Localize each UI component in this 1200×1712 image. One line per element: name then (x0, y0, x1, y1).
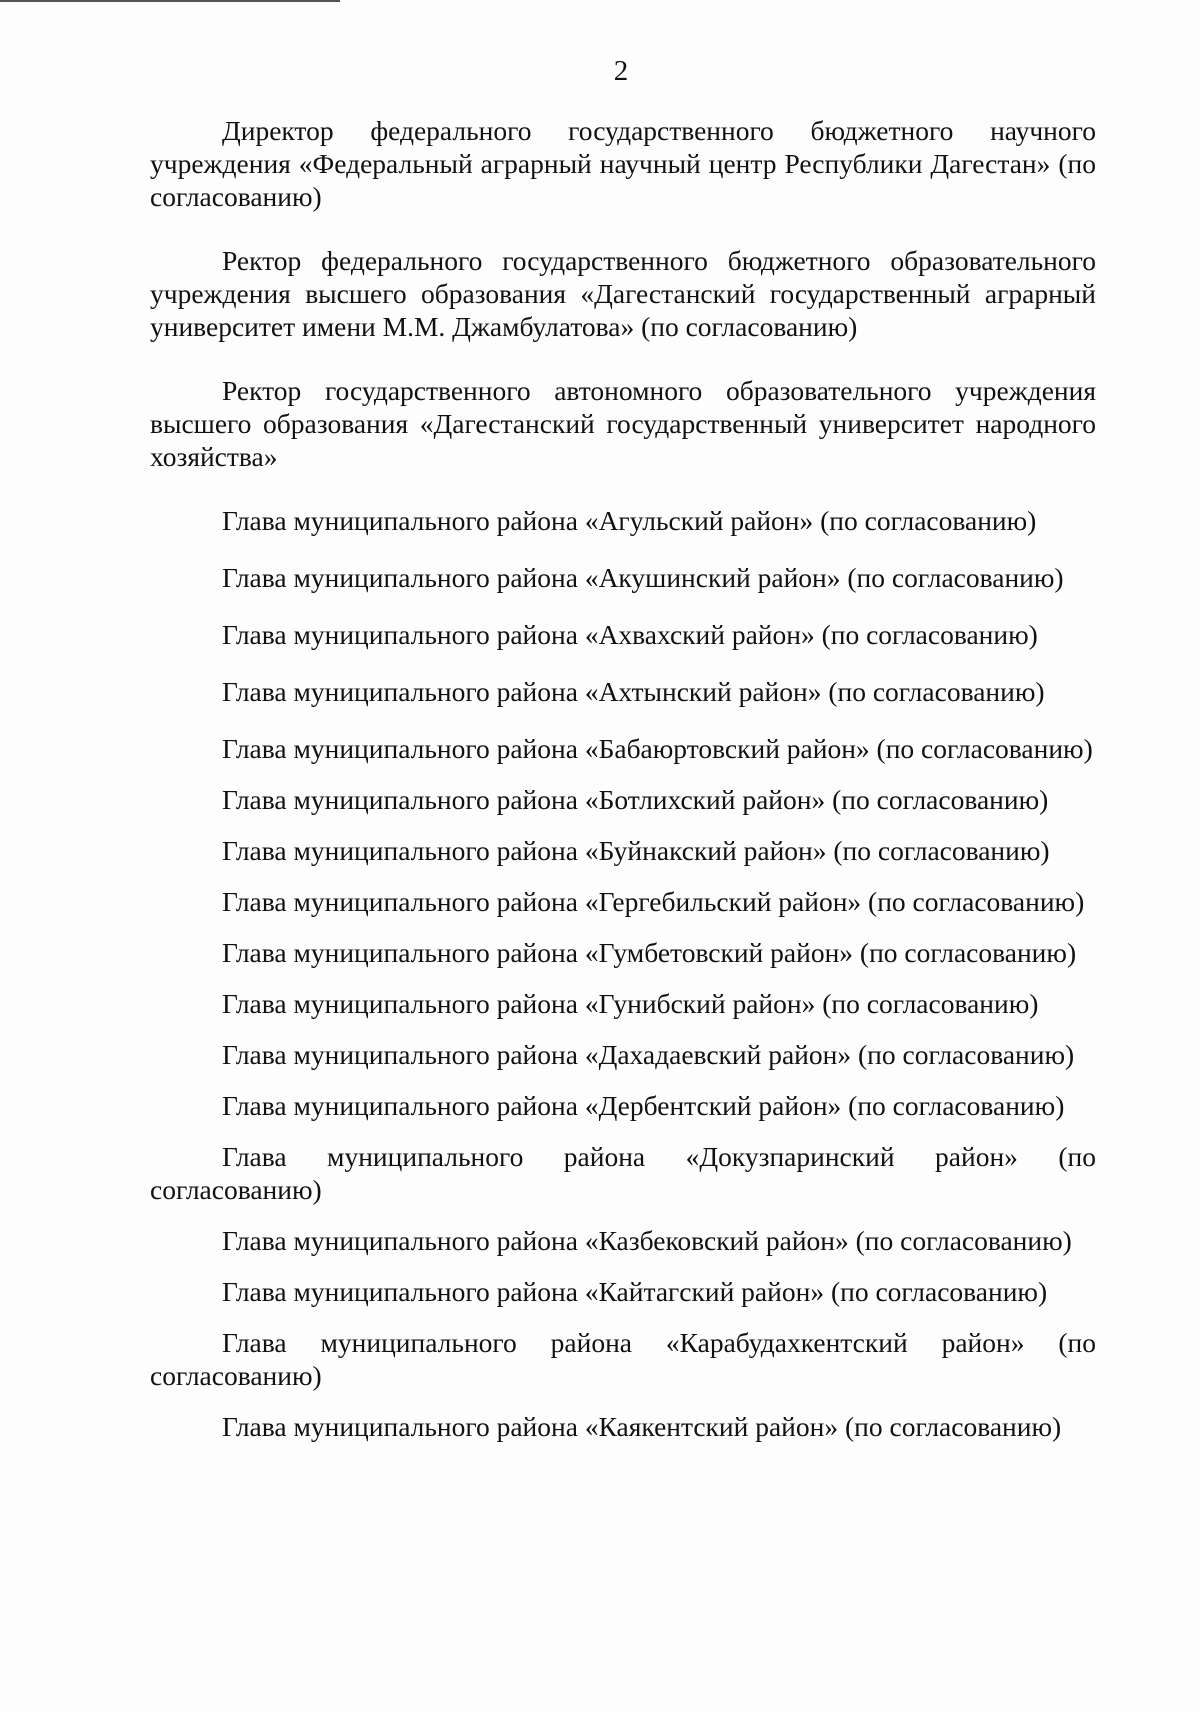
paragraph-head-gumbetovsky: Глава муниципального района «Гумбетовский район» (по согласованию) (222, 937, 1077, 968)
paragraph-head-gergebilsky: Глава муниципального района «Гергебильский район» (по согласованию) (222, 886, 1085, 917)
paragraph-director-agrarian-center: Директор федерального государственного бюджетного научного учреждения «Федеральный аграрный научный центр Республики Дагестан» (по согласованию) (150, 115, 1096, 212)
paragraph-head-dakhadaevsky: Глава муниципального района «Дахадаевский район» (по согласованию) (222, 1039, 1075, 1070)
paragraph-head-dokuzparinsky: Глава муниципального района «Докузпаринский район» (по согласованию) (150, 1141, 1096, 1205)
paragraph-head-akushinsky: Глава муниципального района «Акушинский район» (по согласованию) (222, 562, 1064, 593)
paragraph-head-agulsky: Глава муниципального района «Агульский район» (по согласованию) (222, 505, 1037, 536)
page-number: 2 (613, 55, 629, 87)
paragraph-head-akhvakhsky: Глава муниципального района «Ахвахский район» (по согласованию) (222, 619, 1038, 650)
scan-edge-line (0, 0, 340, 2)
paragraph-rector-agrarian-university: Ректор федерального государственного бюджетного образовательного учреждения высшего образования «Дагестанский государственный аграрный университет имени М.М. Джамбулатова» (по согласованию) (150, 245, 1096, 342)
document-body (150, 114, 1096, 1443)
paragraph-head-babayurtovsky: Глава муниципального района «Бабаюртовский район» (по согласованию) (222, 733, 1093, 764)
paragraph-head-kayakentsky: Глава муниципального района «Каякентский район» (по согласованию) (222, 1411, 1062, 1442)
paragraph-head-botlikhsky: Глава муниципального района «Ботлихский район» (по согласованию) (222, 784, 1049, 815)
paragraph-rector-economy-university: Ректор государственного автономного образовательного учреждения высшего образования «Дагестанский государственный университет народного хозяйства» (150, 375, 1096, 472)
paragraph-head-derbentsky: Глава муниципального района «Дербентский район» (по согласованию) (222, 1090, 1065, 1121)
paragraph-head-kaytagsky: Глава муниципального района «Кайтагский район» (по согласованию) (222, 1276, 1048, 1307)
paragraph-head-kazbekovsky: Глава муниципального района «Казбековский район» (по согласованию) (222, 1225, 1072, 1256)
paragraph-head-buynaksky: Глава муниципального района «Буйнакский район» (по согласованию) (222, 835, 1050, 866)
paragraph-head-akhtynsky: Глава муниципального района «Ахтынский район» (по согласованию) (222, 676, 1045, 707)
paragraph-head-karabudakhkentsky: Глава муниципального района «Карабудахкентский район» (по согласованию) (150, 1327, 1096, 1391)
paragraph-head-gunibsky: Глава муниципального района «Гунибский район» (по согласованию) (222, 988, 1039, 1019)
